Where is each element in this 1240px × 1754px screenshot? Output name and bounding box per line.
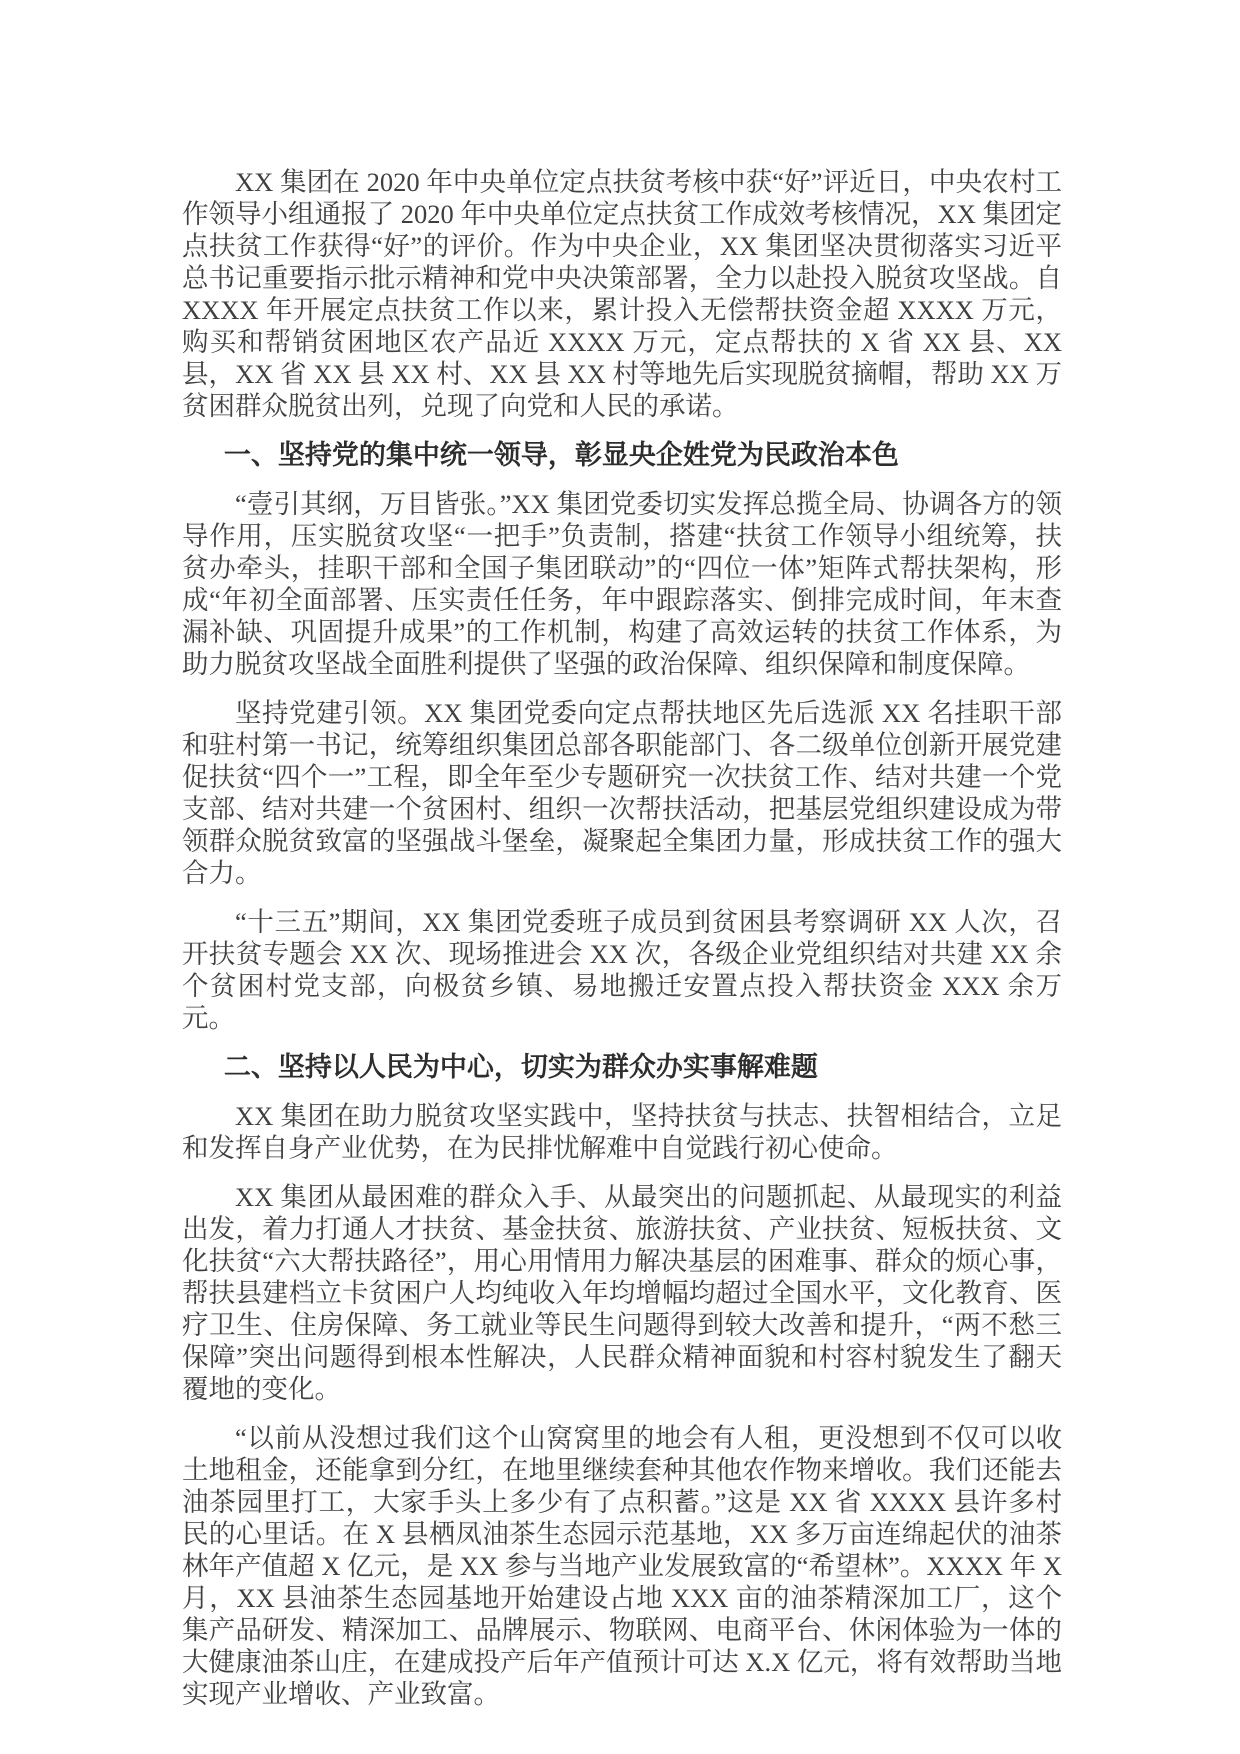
- body-paragraph: XX 集团从最困难的群众入手、从最突出的问题抓起、从最现实的利益出发，着力打通人才扶贫、基金扶贫、旅游扶贫、产业扶贫、短板扶贫、文化扶贫“六大帮扶路径”，用心用情用力解决基层的困难事、群众的烦心事，帮扶县建档立卡贫困户人均纯收入年均增幅均超过全国水平，文化教育、医疗卫生、住房保障、务工就业等民生问题得到较大改善和提升，“两不愁三保障”突出问题得到根本性解决，人民群众精神面貌和村容村貌发生了翻天覆地的变化。: [182, 1182, 1062, 1404]
- section-heading-2: 二、坚持以人民为中心，切实为群众办实事解难题: [223, 1052, 818, 1082]
- body-paragraph: “壹引其纲，万目皆张。”XX 集团党委切实发挥总揽全局、协调各方的领导作用，压实脱贫攻坚“一把手”负责制，搭建“扶贫工作领导小组统筹，扶贫办牵头，挂职干部和全国子集团联动”的“四位一体”矩阵式帮扶架构，形成“年初全面部署、压实责任任务，年中跟踪落实、倒排完成时间，年末查漏补缺、巩固提升成果”的工作机制，构建了高效运转的扶贫工作体系，为助力脱贫攻坚战全面胜利提供了坚强的政治保障、组织保障和制度保障。: [182, 489, 1062, 679]
- body-paragraph: “十三五”期间，XX 集团党委班子成员到贫困县考察调研 XX 人次，召开扶贫专题会 XX 次、现场推进会 XX 次，各级企业党组织结对共建 XX 余个贫困村党支部，向极贫乡镇、易地搬迁安置点投入帮扶资金 XXX 余万元。: [182, 907, 1062, 1033]
- document-body: [182, 166, 1062, 1710]
- section-heading-1: 一、坚持党的集中统一领导，彰显央企姓党为民政治本色: [223, 440, 899, 470]
- body-paragraph: XX 集团在助力脱贫攻坚实践中，坚持扶贫与扶志、扶智相结合，立足和发挥自身产业优势，在为民排忧解难中自觉践行初心使命。: [182, 1101, 1062, 1163]
- intro-paragraph: XX 集团在 2020 年中央单位定点扶贫考核中获“好”评近日，中央农村工作领导小组通报了 2020 年中央单位定点扶贫工作成效考核情况，XX 集团定点扶贫工作获得“好”的评价。作为中央企业，XX 集团坚决贯彻落实习近平总书记重要指示批示精神和党中央决策部署，全力以赴投入脱贫攻坚战。自 XXXX 年开展定点扶贫工作以来，累计投入无偿帮扶资金超 XXXX 万元，购买和帮销贫困地区农产品近 XXXX 万元，定点帮扶的 X 省 XX 县、XX 县，XX 省 XX 县 XX 村、XX 县 XX 村等地先后实现脱贫摘帽，帮助 XX 万贫困群众脱贫出列，兑现了向党和人民的承诺。: [182, 167, 1062, 421]
- body-paragraph: “以前从没想过我们这个山窝窝里的地会有人租，更没想到不仅可以收土地租金，还能拿到分红，在地里继续套种其他农作物来增收。我们还能去油茶园里打工，大家手头上多少有了点积蓄。”这是 XX 省 XXXX 县许多村民的心里话。在 X 县栖凤油茶生态园示范基地，XX 多万亩连绵起伏的油茶林年产值超 X 亿元，是 XX 参与当地产业发展致富的“希望林”。XXXX 年 X 月，XX 县油茶生态园基地开始建设占地 XXX 亩的油茶精深加工厂，这个集产品研发、精深加工、品牌展示、物联网、电商平台、休闲体验为一体的大健康油茶山庄，在建成投产后年产值预计可达 X.X 亿元，将有效帮助当地实现产业增收、产业致富。: [182, 1423, 1062, 1709]
- body-paragraph: 坚持党建引领。XX 集团党委向定点帮扶地区先后选派 XX 名挂职干部和驻村第一书记，统筹组织集团总部各职能部门、各二级单位创新开展党建促扶贫“四个一”工程，即全年至少专题研究一次扶贫工作、结对共建一个党支部、结对共建一个贫困村、组织一次帮扶活动，把基层党组织建设成为带领群众脱贫致富的坚强战斗堡垒，凝聚起全集团力量，形成扶贫工作的强大合力。: [182, 698, 1062, 888]
